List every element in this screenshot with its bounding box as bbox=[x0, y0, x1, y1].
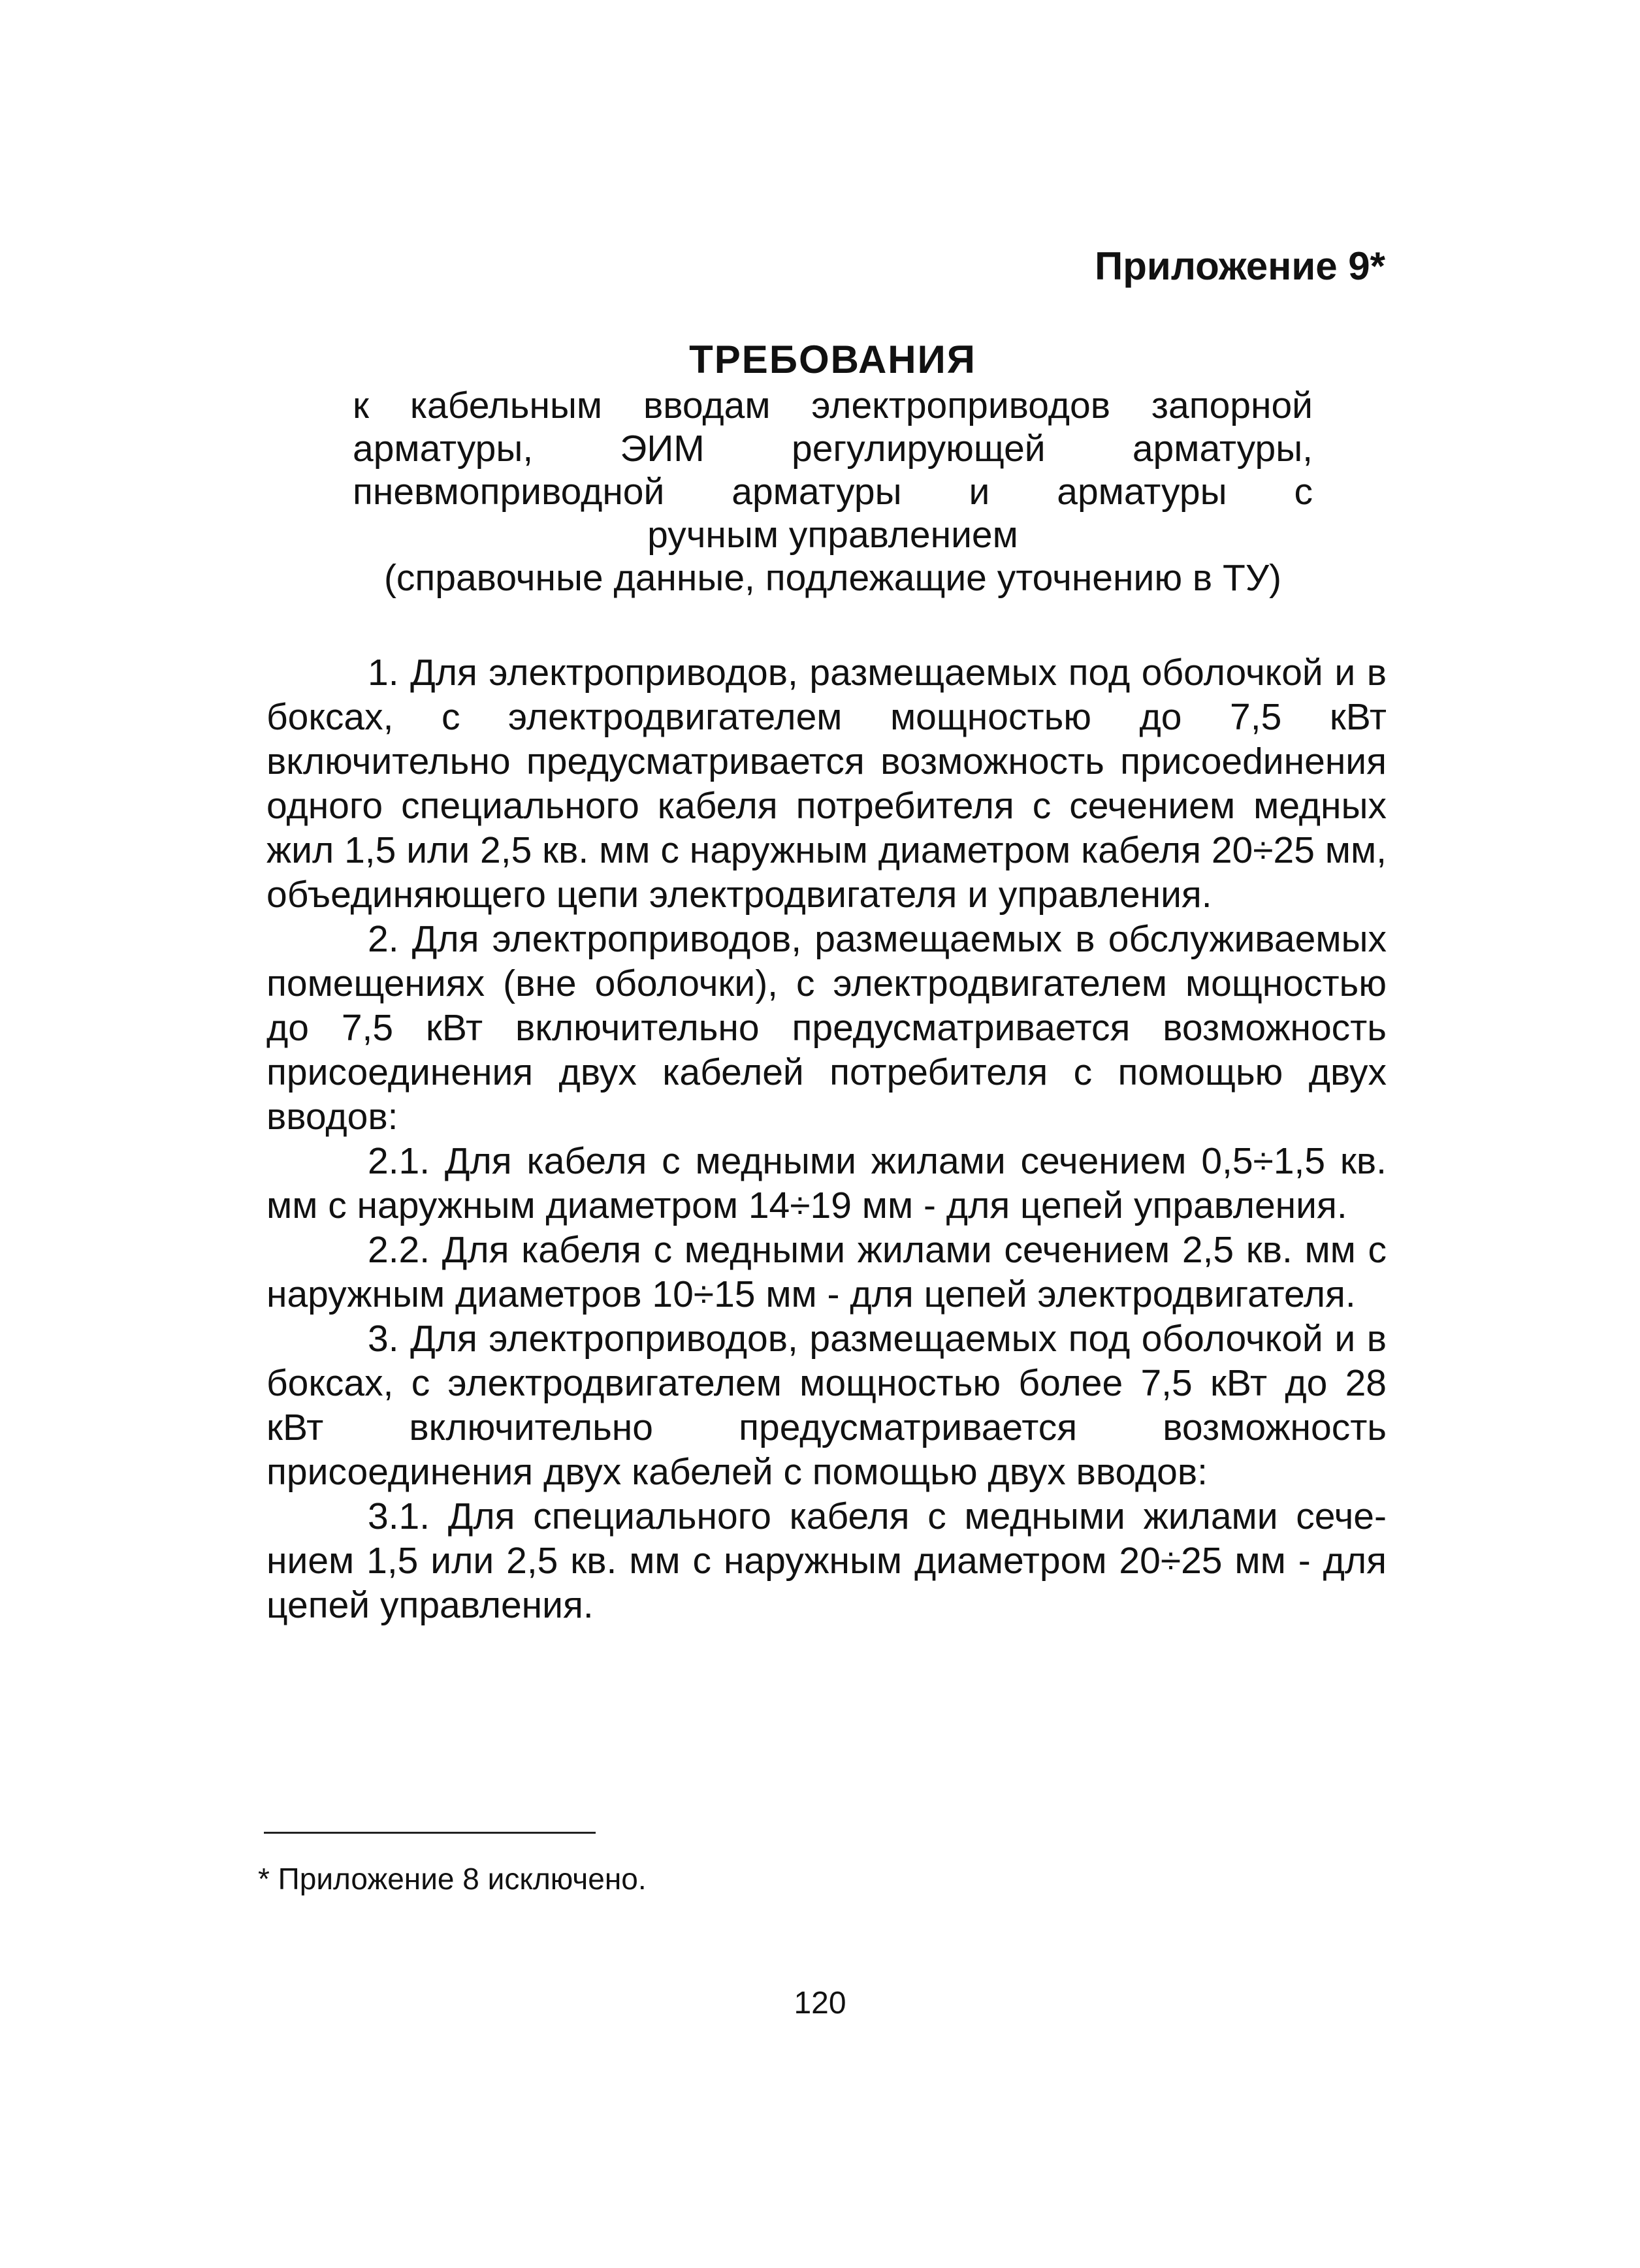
footnote: * Приложение 8 исключено. bbox=[258, 1862, 647, 1896]
paragraph-2-2: 2.2. Для кабеля с медными жилами сечением 2,5 кв. мм с наружным диаметров 10÷15 мм - для цепей электродвигателя. bbox=[266, 1229, 1387, 1315]
paragraph-2: 2. Для электроприводов, размещаемых в обслуживаемых помещениях (вне оболочки), с электродвигателем мощностью до 7,5 кВт включительно предусматривается возможность присоединения двух кабелей потребителя с помощью двух вводов: bbox=[266, 918, 1387, 1138]
appendix-label: Приложение 9* bbox=[1095, 244, 1385, 288]
page-number: 120 bbox=[794, 1986, 846, 2020]
body-text bbox=[266, 650, 1387, 1627]
subtitle-line: пневмоприводной арматуры и арматуры с bbox=[353, 471, 1313, 513]
paragraph-3: 3. Для электроприводов, размещаемых под оболочкой и в боксах, с электродвигателем мощностью более 7,5 кВт до 28 кВт включительно предусматривается возможность присоединения двух кабелей с помощью двух вводов: bbox=[266, 1318, 1387, 1493]
subtitle-line: к кабельным вводам электроприводов запорной bbox=[353, 385, 1313, 426]
subtitle-line: арматуры, ЭИМ регулирующей арматуры, bbox=[353, 428, 1313, 470]
paragraph-1: 1. Для электроприводов, размещаемых под оболочкой и в боксах, с электродвигателем мощностью до 7,5 кВт включительно предусматривается возможность присоеdинения одного специального кабеля потребителя с сечением медных жил 1,5 или 2,5 кв. мм с наружным диаметром кабеля 20÷25 мм, объединяющего цепи электродвигателя и управления. bbox=[266, 652, 1387, 916]
paragraph-3-1: 3.1. Для специального кабеля с медными жилами сечением 1,5 или 2,5 кв. мм с наружным диаметром 20÷25 мм - для цепей управления. bbox=[266, 1495, 1387, 1626]
title-block bbox=[353, 338, 1313, 599]
footnote-divider bbox=[264, 1832, 596, 1834]
subtitle-line: ручным управлением bbox=[647, 514, 1018, 556]
reference-note: (справочные данные, подлежащие уточнению в ТУ) bbox=[383, 557, 1282, 599]
paragraph-2-1: 2.1. Для кабеля с медными жилами сечением 0,5÷1,5 кв. мм с наружным диаметром 14÷19 мм - для цепей управления. bbox=[266, 1140, 1387, 1226]
document-subtitle bbox=[353, 384, 1313, 556]
document-title: ТРЕБОВАНИЯ bbox=[689, 338, 976, 381]
